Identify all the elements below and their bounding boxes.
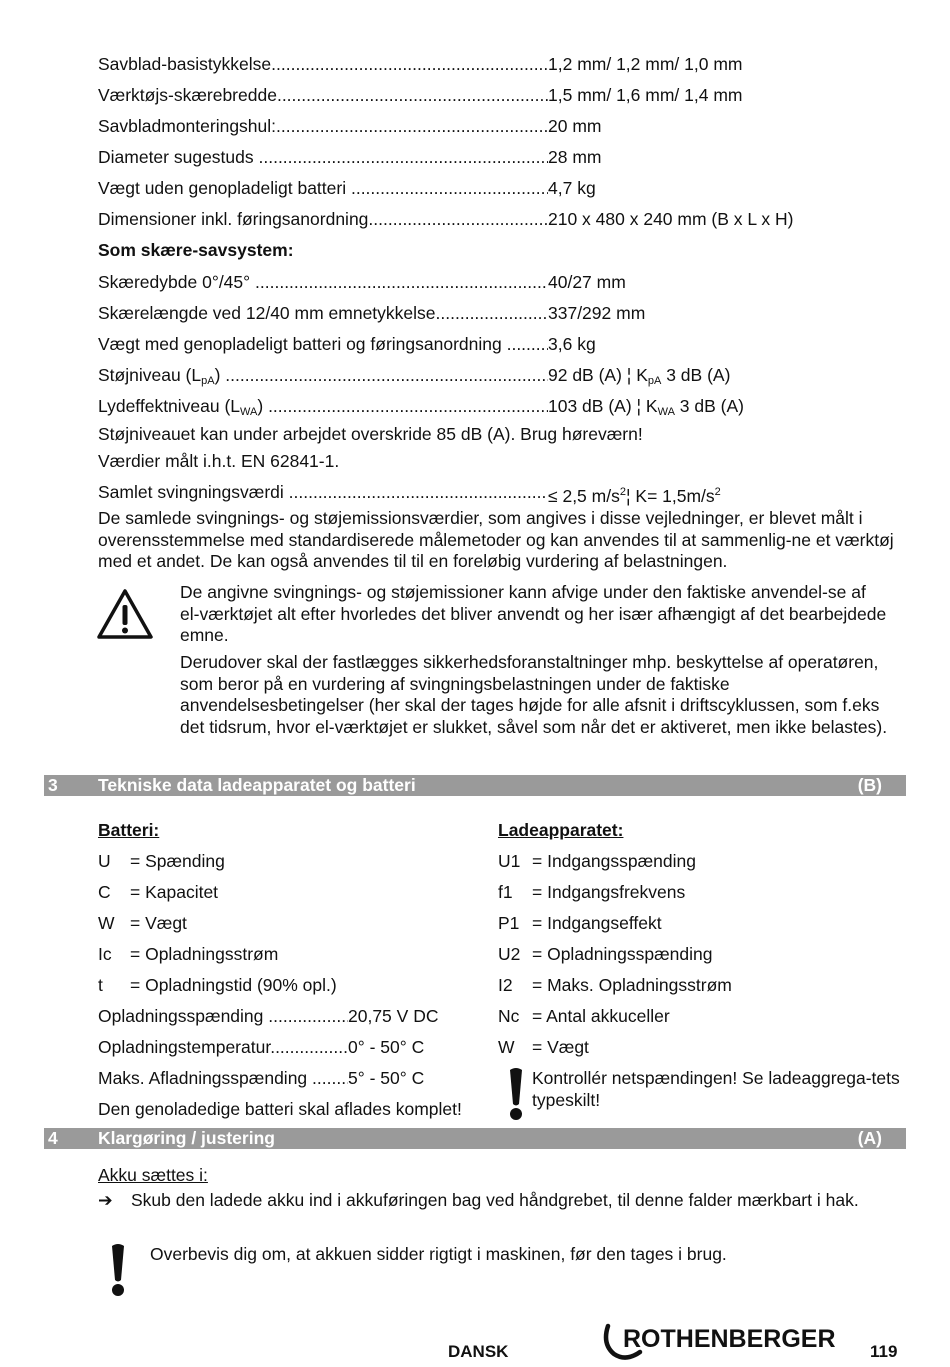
charger-definition: [498, 974, 878, 996]
charger-definition: [498, 1005, 878, 1027]
section-3-header: [44, 775, 906, 796]
noise-level-value: 92 dB (A) ¦ $K_{pA}$ 3 dB (A): [548, 365, 731, 387]
battery-meaning: = Opladningstid (90% opl.): [130, 975, 337, 995]
saw-spec-label: Skærelængde ved 12/40 mm emnetykkelse .....: [98, 302, 548, 324]
charger-meaning: = Indgangsfrekvens: [532, 882, 686, 902]
saw-spec-row: [98, 333, 818, 355]
charger-meaning: = Indgangseffekt: [532, 913, 662, 933]
charger-symbol: f1: [498, 882, 513, 902]
charger-symbol: U2: [498, 944, 521, 964]
charger-meaning: = Maks. Opladningsstrøm: [532, 975, 732, 995]
charger-symbol: U1: [498, 851, 521, 871]
battery-value-value: 0° - 50° C: [348, 1037, 425, 1057]
vibration-row: [98, 481, 818, 506]
battery-definition: [98, 881, 478, 903]
battery-heading: Batteri:: [98, 820, 160, 840]
charger-heading: Ladeapparatet:: [498, 820, 624, 840]
sound-power-row: [98, 395, 818, 417]
charger-symbol: P1: [498, 913, 520, 933]
footer-language: DANSK: [448, 1342, 509, 1361]
spec-value: 20 mm: [548, 116, 602, 136]
charger-definition: [498, 881, 878, 903]
spec-value: 1,5 mm/ 1,6 mm/ 1,4 mm: [548, 85, 743, 105]
spec-row: [98, 115, 818, 137]
battery-value-value: 5° - 50° C: [348, 1068, 425, 1088]
spec-label: Savbladmonteringshul: .....: [98, 115, 548, 137]
page-number: 119: [870, 1342, 898, 1361]
svg-text:ROTHENBERGER: ROTHENBERGER: [623, 1325, 836, 1353]
spec-label: Diameter sugestuds .....: [98, 146, 548, 168]
spec-row: [98, 146, 818, 168]
saw-spec-value: 3,6 kg: [548, 334, 596, 354]
battery-meaning: = Opladningsstrøm: [130, 944, 279, 964]
rothenberger-logo: [600, 1322, 852, 1367]
spec-label: Vægt uden genopladeligt batteri .....: [98, 177, 548, 199]
exclamation-icon: [108, 1242, 128, 1303]
spec-row: [98, 53, 818, 75]
battery-value-label: Maks. Afladningsspænding .....: [98, 1067, 348, 1089]
spec-label: Værktøjs-skærebredde .....: [98, 84, 548, 106]
noise-level-row: [98, 364, 818, 386]
saw-spec-label: Skæredybde 0°/45° .....: [98, 271, 548, 293]
battery-definition: [98, 912, 478, 934]
battery-symbol: W: [98, 913, 115, 933]
battery-meaning: = Vægt: [130, 913, 187, 933]
spec-value: 1,2 mm/ 1,2 mm/ 1,0 mm: [548, 54, 743, 74]
charger-definition: [498, 1036, 878, 1058]
battery-meaning: = Kapacitet: [130, 882, 219, 902]
battery-symbol: t: [98, 975, 103, 995]
saw-spec-row: [98, 302, 818, 324]
charger-symbol: W: [498, 1037, 515, 1057]
battery-value-row: [98, 1036, 458, 1058]
sound-power-label: Lydeffektniveau $(L_{WA})$ .....: [98, 395, 548, 423]
battery-symbol: C: [98, 882, 111, 902]
battery-value-row: [98, 1067, 458, 1089]
noise-note: Støjniveauet kan under arbejdet overskride 85 dB (A). Brug høreværn!: [98, 424, 643, 444]
insert-step: Skub den ladede akku ind i akkuføringen bag ved håndgrebet, til denne falder mærkbart i hak.: [131, 1190, 859, 1210]
spec-row: [98, 177, 818, 199]
spec-row: [98, 84, 818, 106]
charger-meaning: = Antal akkuceller: [532, 1006, 670, 1026]
battery-symbol: Ic: [98, 944, 112, 964]
warning-paragraph-2: Derudover skal der fastlægges sikkerhedsforanstaltninger mhp. beskyttelse af operatøren, som beror på en vurdering af svingningsbelastningen under de faktiske anvendelsesbetingelser (her skal der tages højde for alle afsnit i driftscyklussen, som f.eks det tidsrum, hvor el-værktøjet er slukket, såvel som når det er aktiveret, men ikke belastes).: [180, 652, 888, 737]
emission-paragraph: De samlede svingnings- og støjemissionsværdier, som angives i disse vejledninger, er blevet målt i overensstemmelse med standardiserede målemetoder og kan anvendes til at sammenlig-ne et værktøj med et andet. De kan også anvendes til til en foreløbig vurdering af belastningen.: [98, 508, 894, 571]
battery-symbol: U: [98, 851, 111, 871]
battery-meaning: = Spænding: [130, 851, 225, 871]
battery-value-value: 20,75 V DC: [348, 1006, 439, 1026]
measured-note: Værdier målt i.h.t. EN 62841-1.: [98, 451, 340, 471]
charger-meaning: = Vægt: [532, 1037, 589, 1057]
battery-definition: [98, 943, 478, 965]
section-3-number: 3: [48, 775, 58, 795]
battery-definition: [98, 850, 478, 872]
section-4-figure-ref: (A): [857, 1128, 882, 1148]
spec-label: Dimensioner inkl. føringsanordning .....: [98, 208, 548, 230]
battery-value-label: Opladningstemperatur .....: [98, 1036, 348, 1058]
warning-paragraph-1: De angivne svingnings- og støjemissioner kann afvige under den faktiske anvendel-se af el-værktøjet alt efter hvorledes det bliver anvendt og her især afhængigt af det bearbejdede emne.: [180, 582, 887, 645]
saw-spec-label: Vægt med genopladeligt batteri og føringsanordning .....: [98, 333, 548, 355]
charger-check-note: Kontrollér netspændingen! Se ladeaggrega-tets typeskilt!: [532, 1068, 900, 1110]
charger-symbol: I2: [498, 975, 513, 995]
insert-check-note: Overbevis dig om, at akkuen sidder rigtigt i maskinen, før den tages i brug.: [150, 1244, 727, 1264]
warning-triangle-icon: [96, 588, 154, 645]
battery-discharge-note: Den genoladedige batteri skal aflades komplet!: [98, 1099, 462, 1119]
arrow-right-icon: ➔: [98, 1190, 113, 1210]
battery-insert-heading: Akku sættes i:: [98, 1165, 208, 1185]
saw-spec-value: 40/27 mm: [548, 272, 626, 292]
spec-value: 210 x 480 x 240 mm (B x L x H): [548, 209, 794, 229]
battery-value-label: Opladningsspænding .....: [98, 1005, 348, 1027]
noise-level-label: Støjniveau $(L_{pA})$ .....: [98, 364, 548, 392]
sound-power-value: 103 dB (A) ¦ $K_{WA}$ 3 dB (A): [548, 396, 744, 418]
charger-definition: [498, 943, 878, 965]
saw-system-heading: Som skære-savsystem:: [98, 240, 294, 260]
spec-value: 4,7 kg: [548, 178, 596, 198]
saw-spec-value: 337/292 mm: [548, 303, 646, 323]
battery-value-row: [98, 1005, 458, 1027]
charger-meaning: = Opladningsspænding: [532, 944, 713, 964]
section-4-title: Klargøring / justering: [98, 1128, 275, 1148]
spec-label: Savblad-basistykkelse .....: [98, 53, 548, 75]
section-3-title: Tekniske data ladeapparatet og batteri: [98, 775, 416, 795]
spec-value: 28 mm: [548, 147, 602, 167]
spec-row: [98, 208, 818, 230]
exclamation-icon: [506, 1066, 526, 1127]
vibration-value: ≤ 2,5 $m/s^2¦$ $K= 1,5m/s^2$: [548, 485, 721, 506]
saw-spec-row: [98, 271, 818, 293]
charger-definition: [498, 912, 878, 934]
section-4-header: [44, 1128, 906, 1149]
section-3-figure-ref: (B): [857, 775, 882, 795]
vibration-label: Samlet svingningsværdi .....: [98, 481, 548, 503]
charger-definition: [498, 850, 878, 872]
battery-definition: [98, 974, 478, 996]
charger-meaning: = Indgangsspænding: [532, 851, 696, 871]
charger-symbol: Nc: [498, 1006, 520, 1026]
section-4-number: 4: [48, 1128, 58, 1148]
